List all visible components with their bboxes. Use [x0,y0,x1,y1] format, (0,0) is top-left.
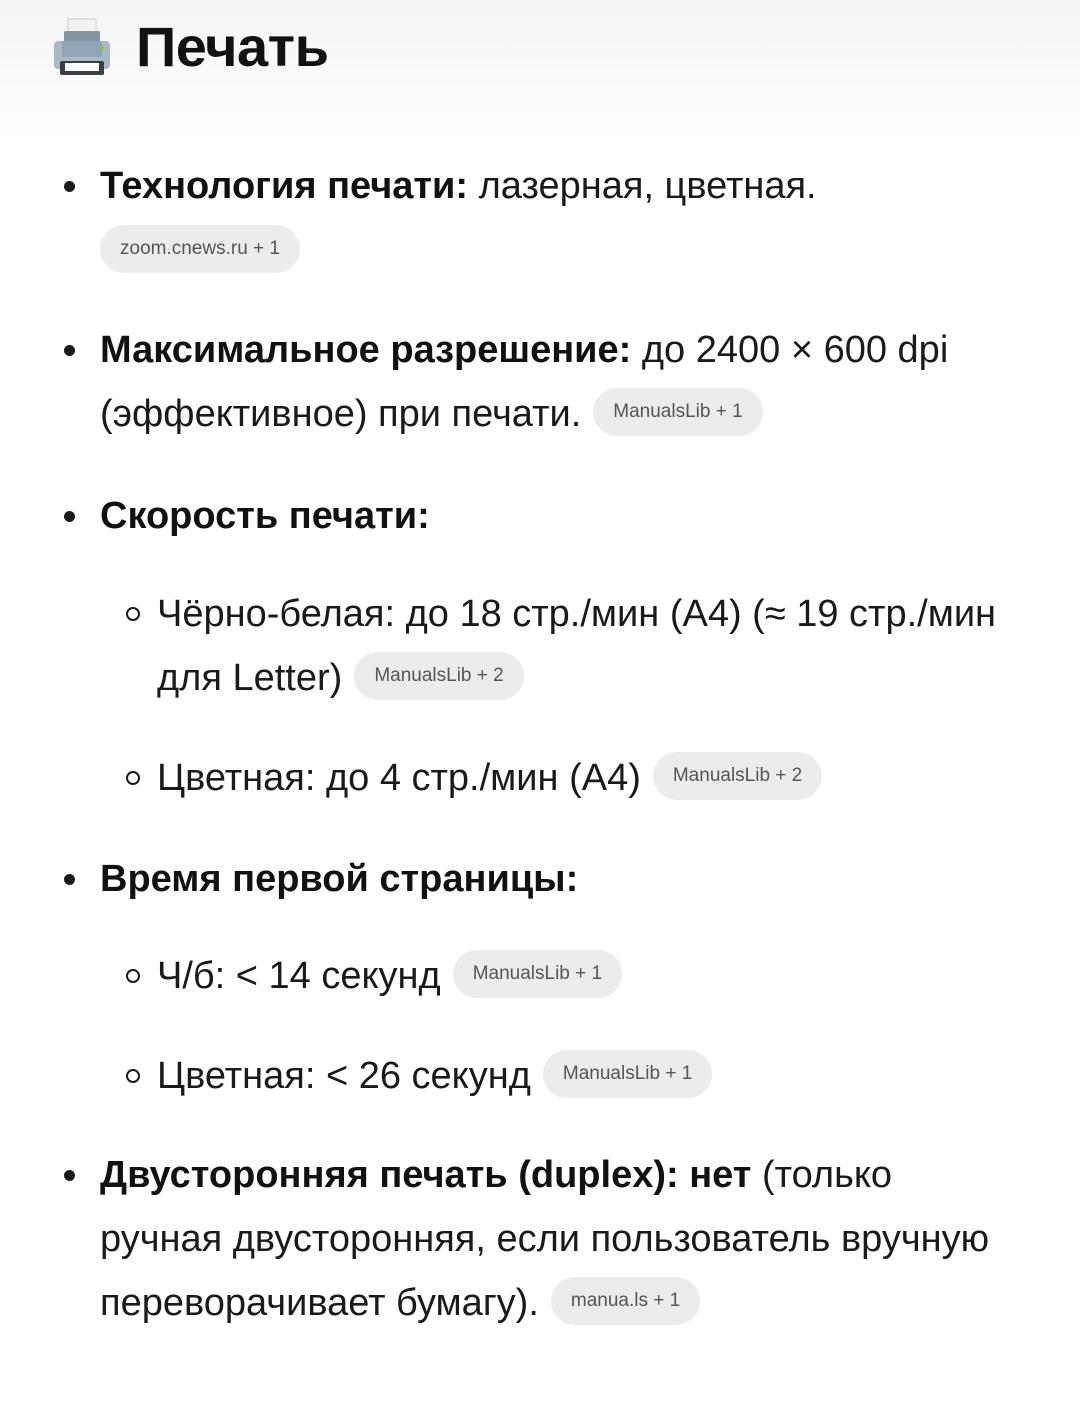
bullet [64,1170,75,1181]
bullet [126,607,140,621]
item-text: Ч/б: < 14 секунд [157,955,441,997]
item-text: (только ручная двусторонняя, если пользователь вручную переворачивает бумагу). [100,1154,990,1324]
item-text: Цветная: < 26 секунд [157,1055,531,1097]
bullet [64,345,75,356]
item-label: Двусторонняя печать (duplex): нет [100,1154,752,1196]
item-text: до 2400 × 600 dpi (эффективное) при печати. [100,329,949,435]
item-text: лазерная, цветная. [468,165,817,207]
list-item [100,318,1010,446]
sub-list-item [157,582,1007,710]
item-text: Цветная: до 4 стр./мин (А4) [157,757,641,799]
item-text: Чёрно-белая: до 18 стр./мин (А4) (≈ 19 стр./мин для Letter) [157,593,997,699]
section-title: Печать [136,15,329,78]
source-chip[interactable]: zoom.cnews.ru + 1 [100,225,300,273]
list-item [100,484,1010,548]
bullet [126,771,140,785]
bullet [64,511,75,522]
bullet [64,874,75,885]
list-item [100,154,1010,282]
bullet [64,181,75,192]
source-chip[interactable]: ManualsLib + 2 [653,752,822,800]
section-header [50,14,329,79]
sub-list-item [157,746,1007,810]
source-chip[interactable]: ManualsLib + 1 [453,950,622,998]
source-chip[interactable]: ManualsLib + 1 [593,388,762,436]
list-item [100,1143,1010,1335]
printer-icon [50,15,114,79]
sub-list-item [157,1044,1007,1108]
item-label: Скорость печати: [100,495,430,537]
bullet [126,1069,140,1083]
item-label: Время первой страницы: [100,858,579,900]
source-chip[interactable]: ManualsLib + 1 [543,1050,712,1098]
item-label: Максимальное разрешение: [100,329,632,371]
source-chip[interactable]: manua.ls + 1 [551,1277,700,1325]
sub-list-item [157,944,1007,1008]
bullet [126,969,140,983]
list-item [100,847,1010,911]
source-chip[interactable]: ManualsLib + 2 [354,652,523,700]
item-label: Технология печати: [100,165,469,207]
